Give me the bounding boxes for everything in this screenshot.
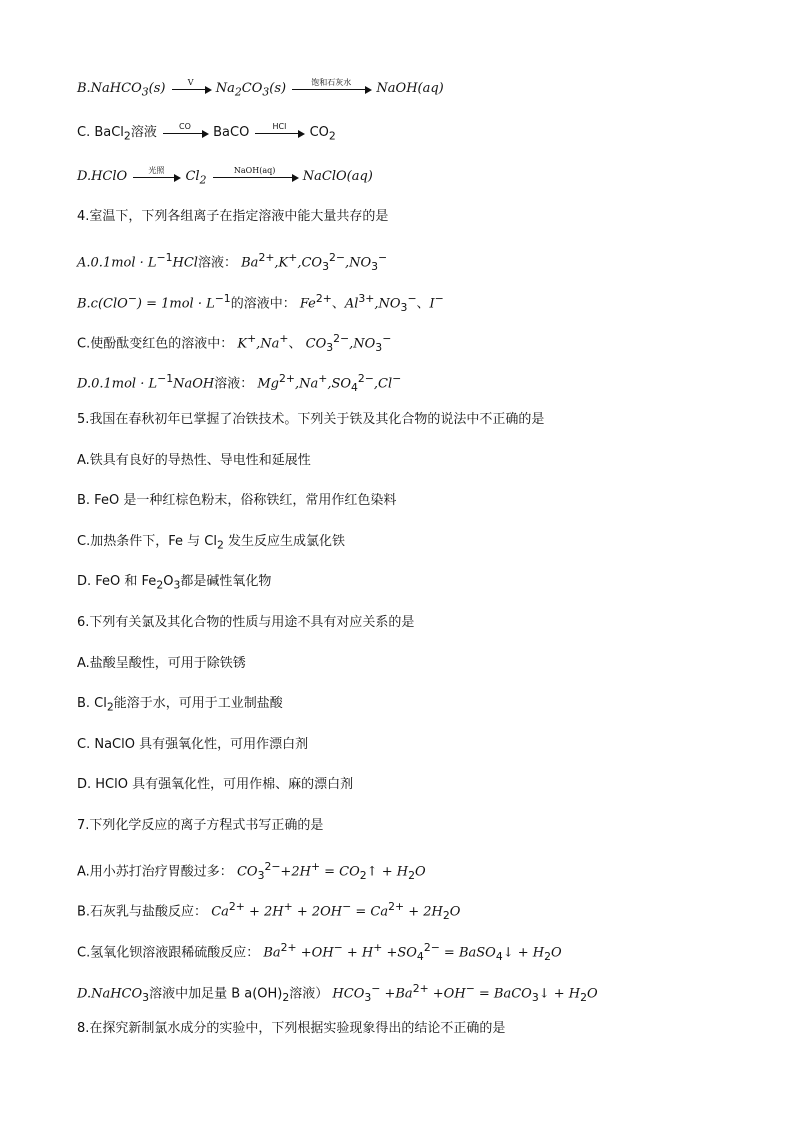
reaction-arrow xyxy=(172,78,210,90)
q8-stem: 8.在探究新制氯水成分的实验中，下列根据实验现象得出的结论不正确的是 xyxy=(77,1021,506,1036)
subscript: 3 xyxy=(322,259,329,273)
q6-stem: 6.下列有关氯及其化合物的性质与用途不具有对应关系的是 xyxy=(77,615,415,630)
text: mol · L xyxy=(111,255,157,271)
subscript: 2 xyxy=(216,538,224,552)
text: + 2H xyxy=(404,904,443,920)
superscript: 2+ xyxy=(388,900,405,913)
text: Ba xyxy=(241,255,259,271)
superscript: − xyxy=(342,900,352,913)
text: +OH xyxy=(428,986,466,1002)
text: 溶液 xyxy=(130,125,157,140)
q5-option-b: B. FeO 是一种红棕色粉末，俗称铁红，常用作红色染料 xyxy=(77,493,397,508)
text: O xyxy=(550,945,562,961)
text: Na xyxy=(215,81,235,96)
text: 、 xyxy=(416,296,430,312)
text: CO xyxy=(236,864,258,880)
superscript: + xyxy=(283,900,293,913)
text: CO xyxy=(241,81,263,96)
text: HCl xyxy=(172,255,198,271)
superscript: 2+ xyxy=(228,900,245,913)
text: D.HClO xyxy=(77,169,128,184)
text: NaOH(aq) xyxy=(376,81,444,96)
q3-option-d xyxy=(77,168,373,190)
q6-option-a: A.盐酸呈酸性，可用于除铁锈 xyxy=(77,656,246,671)
superscript: 2− xyxy=(423,941,440,954)
subscript: 2 xyxy=(156,578,164,592)
subscript: 3 xyxy=(531,990,539,1004)
subscript: 2 xyxy=(544,949,551,963)
superscript: 2− xyxy=(333,332,350,345)
text: O xyxy=(163,574,174,589)
text: 都是碱性氧化物 xyxy=(180,574,272,589)
arrow-label: HCl xyxy=(272,122,287,131)
text: mol · L xyxy=(169,296,215,312)
text: ) = 1 xyxy=(136,296,170,312)
text: Ba xyxy=(263,945,281,961)
reaction-arrow xyxy=(255,122,303,134)
subscript: 2 xyxy=(234,85,242,99)
text: A.0.1 xyxy=(77,255,112,271)
text: (s) xyxy=(269,81,287,96)
subscript: 2 xyxy=(199,173,207,187)
text: + 2H xyxy=(244,904,284,920)
text: ,Cl xyxy=(373,376,393,392)
text: Al xyxy=(344,296,359,312)
q4-option-a xyxy=(77,249,387,276)
subscript: 2 xyxy=(328,129,336,143)
superscript: + xyxy=(318,372,328,385)
text: ,CO xyxy=(297,255,323,271)
text: Mg xyxy=(257,376,280,392)
text: NaClO(aq) xyxy=(302,169,373,184)
text: C.氢氧化钡溶液跟稀硫酸反应： xyxy=(77,945,260,961)
text: + 2OH xyxy=(292,904,343,920)
q4-option-c xyxy=(77,330,391,357)
text: B. Cl xyxy=(77,696,107,711)
text: B.c(ClO xyxy=(77,296,128,312)
text: (s) xyxy=(148,81,166,96)
text: O xyxy=(587,986,598,1002)
q5-option-d xyxy=(77,573,271,595)
text: C.加热条件下，Fe 与 Cl xyxy=(77,534,217,549)
superscript: −1 xyxy=(214,292,231,305)
text: Ca xyxy=(211,904,229,920)
text: +Ba xyxy=(380,986,413,1002)
text: D.NaHCO xyxy=(77,986,143,1002)
text: D.0.1 xyxy=(77,376,112,392)
text: ,SO xyxy=(327,376,352,392)
superscript: + xyxy=(373,941,383,954)
text: ↓ + H xyxy=(502,945,545,961)
superscript: 2+ xyxy=(279,372,295,385)
superscript: + xyxy=(288,251,298,264)
superscript: 2+ xyxy=(315,292,332,305)
text: +2H xyxy=(280,864,311,880)
text: ↑ + H xyxy=(366,864,409,880)
superscript: 3+ xyxy=(358,292,375,305)
superscript: 2+ xyxy=(280,941,297,954)
q6-option-b xyxy=(77,695,283,717)
text: ,Na xyxy=(256,336,280,352)
subscript: 3 xyxy=(173,578,181,592)
text: ,NO xyxy=(349,336,376,352)
q5-option-c xyxy=(77,533,345,555)
q7-option-c xyxy=(77,939,562,966)
subscript: 4 xyxy=(351,380,358,394)
text: 溶液中加足量 B a(OH) xyxy=(149,986,283,1002)
q4-stem: 4.室温下，下列各组离子在指定溶液中能大量共存的是 xyxy=(77,209,389,224)
text: 、 xyxy=(288,336,302,352)
text: 能溶于水，可用于工业制盐酸 xyxy=(113,696,283,711)
subscript: 2 xyxy=(282,990,290,1004)
text: D. FeO 和 Fe xyxy=(77,574,157,589)
text: ,NO xyxy=(344,255,372,271)
text: Fe xyxy=(299,296,316,312)
subscript: 2 xyxy=(408,868,415,882)
text: I xyxy=(429,296,435,312)
text: = CO xyxy=(320,864,360,880)
text: C. BaCl xyxy=(77,125,124,140)
subscript: 3 xyxy=(141,85,149,99)
arrow-label: CO xyxy=(179,122,191,131)
text: NaOH xyxy=(173,376,215,392)
text: ,Na xyxy=(294,376,319,392)
text: 、 xyxy=(331,296,345,312)
q7-stem: 7.下列化学反应的离子方程式书写正确的是 xyxy=(77,818,324,833)
superscript: − xyxy=(333,941,343,954)
subscript: 3 xyxy=(142,990,150,1004)
text: Cl xyxy=(185,169,200,184)
superscript: − xyxy=(407,292,417,305)
subscript: 2 xyxy=(580,990,588,1004)
text: C.使酚酞变红色的溶液中： xyxy=(77,336,234,352)
text: ,NO xyxy=(374,296,401,312)
text: B.NaHCO xyxy=(77,81,142,96)
superscript: 2− xyxy=(357,372,374,385)
arrow-label: 饱和石灰水 xyxy=(311,78,352,87)
superscript: −1 xyxy=(156,251,173,264)
reaction-arrow xyxy=(163,122,207,134)
superscript: 2− xyxy=(328,251,345,264)
subscript: 3 xyxy=(364,990,372,1004)
subscript: 3 xyxy=(400,300,408,314)
text: ,K xyxy=(274,255,289,271)
superscript: − xyxy=(371,982,381,995)
text: = Ca xyxy=(351,904,389,920)
subscript: 2 xyxy=(123,129,131,143)
superscript: − xyxy=(127,292,137,305)
q3-option-c xyxy=(77,124,336,146)
q4-option-d xyxy=(77,370,401,397)
text: 发生反应生成氯化铁 xyxy=(223,534,345,549)
arrow-label: NaOH(aq) xyxy=(233,166,276,175)
q6-option-d: D. HClO 具有强氧化性，可用作棉、麻的漂白剂 xyxy=(77,777,354,792)
text: 的溶液中： xyxy=(230,296,296,312)
arrow-label: V xyxy=(187,78,194,87)
q6-option-c: C. NaClO 具有强氧化性，可用作漂白剂 xyxy=(77,737,309,752)
subscript: 3 xyxy=(262,85,270,99)
q4-option-b xyxy=(77,290,444,317)
q7-option-b xyxy=(77,898,460,925)
q7-option-d xyxy=(77,980,598,1007)
arrow-label: 光照 xyxy=(148,166,165,175)
text: K xyxy=(237,336,248,352)
superscript: − xyxy=(378,251,388,264)
text: mol · L xyxy=(111,376,158,392)
subscript: 2 xyxy=(359,868,367,882)
reaction-arrow xyxy=(133,166,179,178)
reaction-arrow xyxy=(213,166,297,178)
q3-option-b xyxy=(77,80,444,102)
text: O xyxy=(449,904,461,920)
q5-option-a: A.铁具有良好的导热性、导电性和延展性 xyxy=(77,453,311,468)
text: +OH xyxy=(296,945,334,961)
text: +SO xyxy=(382,945,417,961)
q5-stem: 5.我国在春秋初年已掌握了冶铁技术。下列关于铁及其化合物的说法中不正确的是 xyxy=(77,412,545,427)
superscript: 2+ xyxy=(258,251,275,264)
superscript: + xyxy=(247,332,257,345)
text: BaCO xyxy=(213,125,250,140)
text: 溶液： xyxy=(197,255,237,271)
text: HCO xyxy=(332,986,365,1002)
superscript: + xyxy=(279,332,289,345)
superscript: − xyxy=(434,292,444,305)
text: = BaSO xyxy=(439,945,496,961)
text: CO xyxy=(309,125,329,140)
subscript: 3 xyxy=(326,340,334,354)
subscript: 4 xyxy=(416,949,424,963)
subscript: 2 xyxy=(106,700,114,714)
subscript: 3 xyxy=(375,340,383,354)
text: O xyxy=(414,864,426,880)
text: B.石灰乳与盐酸反应： xyxy=(77,904,208,920)
superscript: 2− xyxy=(264,860,281,873)
superscript: − xyxy=(382,332,392,345)
subscript: 3 xyxy=(257,868,265,882)
text: 溶液） xyxy=(289,986,329,1002)
superscript: − xyxy=(392,372,402,385)
superscript: 2+ xyxy=(412,982,429,995)
subscript: 4 xyxy=(495,949,503,963)
subscript: 2 xyxy=(442,908,450,922)
subscript: 3 xyxy=(371,259,379,273)
text: CO xyxy=(305,336,327,352)
superscript: + xyxy=(310,860,321,873)
superscript: −1 xyxy=(157,372,174,385)
q7-option-a xyxy=(77,858,426,885)
superscript: − xyxy=(465,982,475,995)
text: A.用小苏打治疗胃酸过多： xyxy=(77,864,233,880)
text: ↓ + H xyxy=(538,986,581,1002)
text: + H xyxy=(342,945,374,961)
reaction-arrow xyxy=(292,78,370,90)
text: = BaCO xyxy=(474,986,532,1002)
text: 溶液： xyxy=(214,376,254,392)
